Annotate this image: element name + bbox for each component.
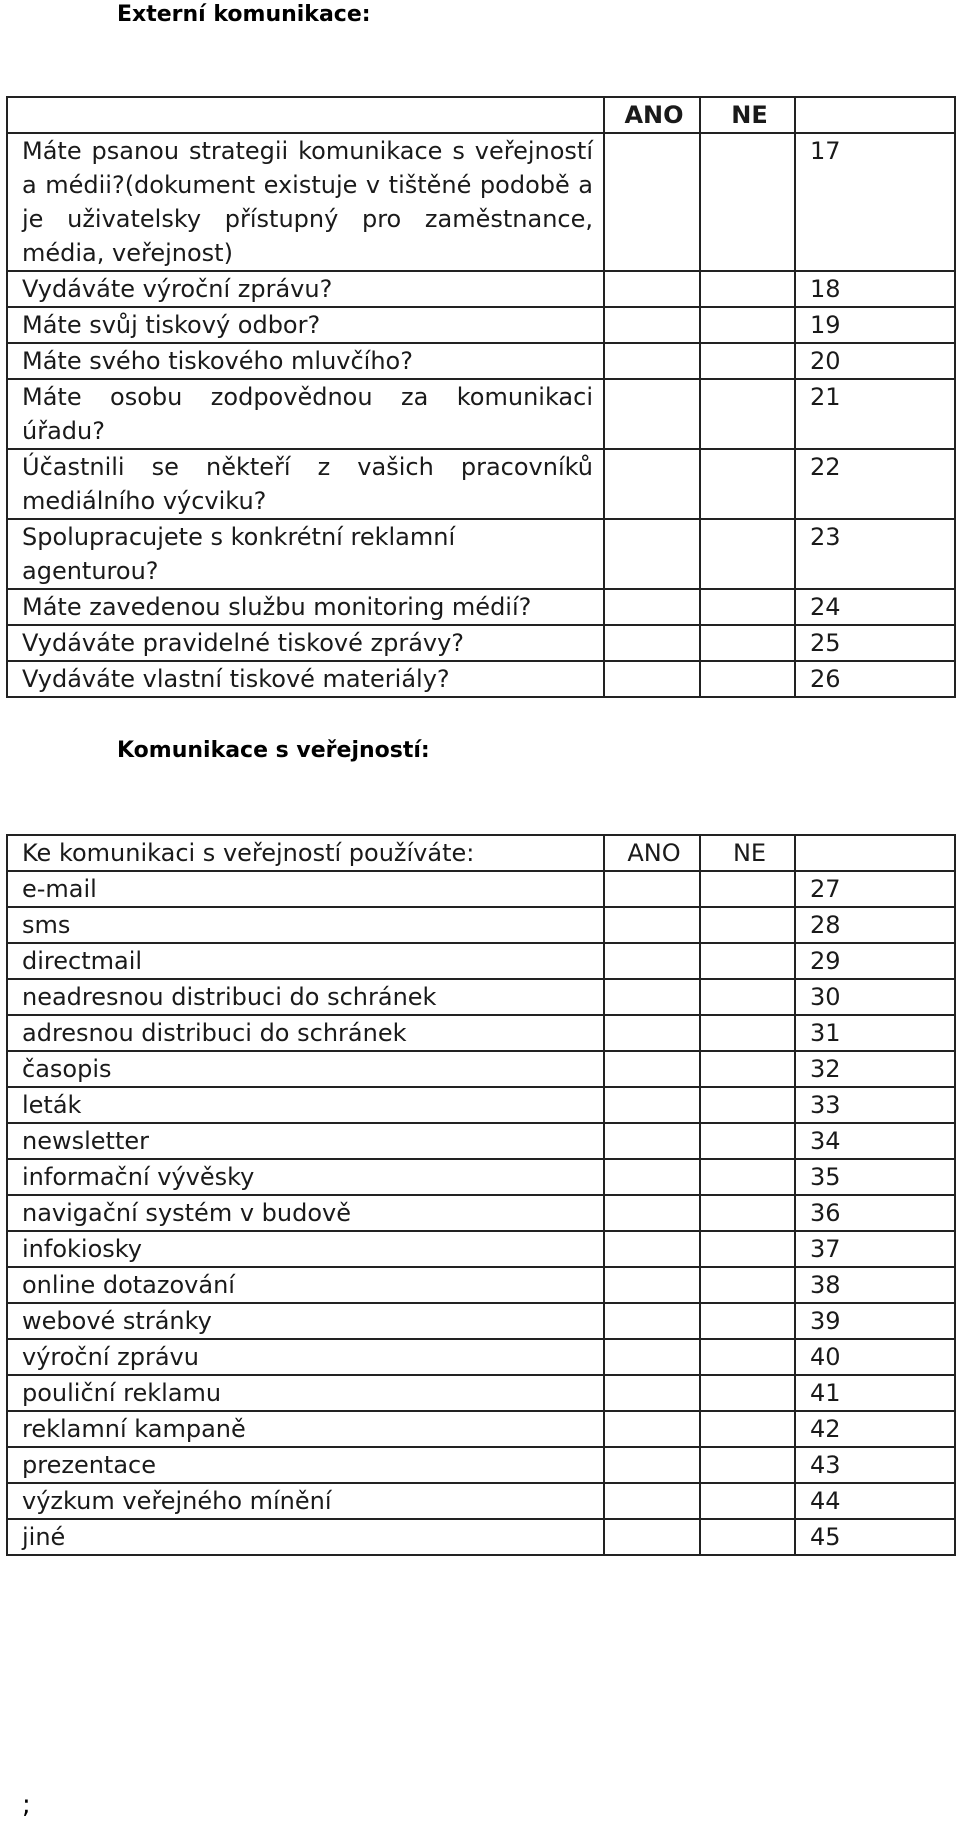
row-number: 22 (795, 449, 955, 519)
table-row (7, 1339, 955, 1375)
row-question: Máte osobu zodpovědnou za komunikaci úřadu? (7, 379, 604, 449)
answer-ano-cell[interactable] (604, 1015, 700, 1051)
row-question: pouliční reklamu (7, 1375, 604, 1411)
row-number: 20 (795, 343, 955, 379)
answer-ne-cell[interactable] (700, 1123, 795, 1159)
answer-ne-cell[interactable] (700, 1087, 795, 1123)
answer-ano-cell[interactable] (604, 271, 700, 307)
row-number: 32 (795, 1051, 955, 1087)
answer-ano-cell[interactable] (604, 979, 700, 1015)
header-ne: NE (700, 835, 795, 871)
table-row (7, 379, 955, 449)
row-number: 29 (795, 943, 955, 979)
row-question: Účastnili se někteří z vašich pracovníků mediálního výcviku? (7, 449, 604, 519)
answer-ano-cell[interactable] (604, 1411, 700, 1447)
answer-ne-cell[interactable] (700, 625, 795, 661)
row-number: 43 (795, 1447, 955, 1483)
row-question: Vydáváte pravidelné tiskové zprávy? (7, 625, 604, 661)
table-row (7, 1519, 955, 1555)
answer-ne-cell[interactable] (700, 1447, 795, 1483)
table-row (7, 943, 955, 979)
answer-ne-cell[interactable] (700, 943, 795, 979)
answer-ano-cell[interactable] (604, 1195, 700, 1231)
answer-ano-cell[interactable] (604, 1051, 700, 1087)
row-number: 21 (795, 379, 955, 449)
row-number: 28 (795, 907, 955, 943)
row-number: 18 (795, 271, 955, 307)
header-ano: ANO (604, 835, 700, 871)
answer-ne-cell[interactable] (700, 1015, 795, 1051)
row-question: Máte svůj tiskový odbor? (7, 307, 604, 343)
answer-ano-cell[interactable] (604, 1447, 700, 1483)
row-question: výzkum veřejného mínění (7, 1483, 604, 1519)
row-number: 34 (795, 1123, 955, 1159)
table-row (7, 271, 955, 307)
row-question: Spolupracujete s konkrétní reklamní agenturou? (7, 519, 604, 589)
answer-ne-cell[interactable] (700, 1303, 795, 1339)
row-number: 41 (795, 1375, 955, 1411)
row-question: adresnou distribuci do schránek (7, 1015, 604, 1051)
row-question: webové stránky (7, 1303, 604, 1339)
header-num-cell (795, 835, 955, 871)
answer-ano-cell[interactable] (604, 1303, 700, 1339)
row-number: 37 (795, 1231, 955, 1267)
row-question: Vydáváte výroční zprávu? (7, 271, 604, 307)
answer-ne-cell[interactable] (700, 307, 795, 343)
answer-ano-cell[interactable] (604, 449, 700, 519)
answer-ne-cell[interactable] (700, 661, 795, 697)
table-row (7, 1195, 955, 1231)
row-question: navigační systém v budově (7, 1195, 604, 1231)
answer-ano-cell[interactable] (604, 1375, 700, 1411)
answer-ano-cell[interactable] (604, 1339, 700, 1375)
row-number: 36 (795, 1195, 955, 1231)
external-communication-table (6, 96, 956, 698)
row-number: 26 (795, 661, 955, 697)
row-question: reklamní kampaně (7, 1411, 604, 1447)
row-number: 33 (795, 1087, 955, 1123)
table-row (7, 343, 955, 379)
table-row (7, 661, 955, 697)
answer-ano-cell[interactable] (604, 943, 700, 979)
table-header-row (7, 97, 955, 133)
row-question: directmail (7, 943, 604, 979)
answer-ne-cell[interactable] (700, 133, 795, 271)
section-heading-external: Externí komunikace: (117, 2, 371, 27)
row-number: 35 (795, 1159, 955, 1195)
row-number: 30 (795, 979, 955, 1015)
row-question: infokiosky (7, 1231, 604, 1267)
row-question: výroční zprávu (7, 1339, 604, 1375)
answer-ne-cell[interactable] (700, 979, 795, 1015)
answer-ne-cell[interactable] (700, 1411, 795, 1447)
answer-ne-cell[interactable] (700, 1519, 795, 1555)
answer-ne-cell[interactable] (700, 1339, 795, 1375)
row-number: 40 (795, 1339, 955, 1375)
table-row (7, 1447, 955, 1483)
answer-ne-cell[interactable] (700, 871, 795, 907)
row-number: 31 (795, 1015, 955, 1051)
row-question: e-mail (7, 871, 604, 907)
row-number: 25 (795, 625, 955, 661)
row-number: 39 (795, 1303, 955, 1339)
answer-ne-cell[interactable] (700, 589, 795, 625)
table-header-row (7, 835, 955, 871)
table-row (7, 1411, 955, 1447)
answer-ano-cell[interactable] (604, 1267, 700, 1303)
table-row (7, 1123, 955, 1159)
table-row (7, 519, 955, 589)
row-question: online dotazování (7, 1267, 604, 1303)
header-num-cell (795, 97, 955, 133)
row-question: Máte svého tiskového mluvčího? (7, 343, 604, 379)
answer-ano-cell[interactable] (604, 519, 700, 589)
row-question: leták (7, 1087, 604, 1123)
answer-ano-cell[interactable] (604, 1483, 700, 1519)
header-ne: NE (700, 97, 795, 133)
answer-ne-cell[interactable] (700, 1375, 795, 1411)
row-number: 42 (795, 1411, 955, 1447)
answer-ano-cell[interactable] (604, 343, 700, 379)
row-number: 45 (795, 1519, 955, 1555)
answer-ne-cell[interactable] (700, 1483, 795, 1519)
row-number: 38 (795, 1267, 955, 1303)
header-question: Ke komunikaci s veřejností používáte: (7, 835, 604, 871)
answer-ne-cell[interactable] (700, 271, 795, 307)
answer-ne-cell[interactable] (700, 907, 795, 943)
row-question: prezentace (7, 1447, 604, 1483)
row-number: 17 (795, 133, 955, 271)
answer-ano-cell[interactable] (604, 661, 700, 697)
answer-ano-cell[interactable] (604, 871, 700, 907)
answer-ne-cell[interactable] (700, 519, 795, 589)
answer-ano-cell[interactable] (604, 1123, 700, 1159)
answer-ne-cell[interactable] (700, 343, 795, 379)
table-row (7, 449, 955, 519)
table-row (7, 871, 955, 907)
answer-ne-cell[interactable] (700, 1051, 795, 1087)
header-empty-cell (7, 97, 604, 133)
header-ano: ANO (604, 97, 700, 133)
table-row (7, 1303, 955, 1339)
answer-ne-cell[interactable] (700, 449, 795, 519)
answer-ano-cell[interactable] (604, 1087, 700, 1123)
answer-ano-cell[interactable] (604, 589, 700, 625)
answer-ano-cell[interactable] (604, 379, 700, 449)
row-number: 44 (795, 1483, 955, 1519)
row-number: 24 (795, 589, 955, 625)
answer-ano-cell[interactable] (604, 1231, 700, 1267)
table-row (7, 979, 955, 1015)
answer-ano-cell[interactable] (604, 625, 700, 661)
public-communication-table (6, 834, 956, 1556)
section-heading-public: Komunikace s veřejností: (117, 738, 430, 763)
row-question: Máte psanou strategii komunikace s veřejností a médii?(dokument existuje v tištěné podobě a je uživatelsky přístupný pro zaměstnance, média, veřejnost) (7, 133, 604, 271)
table-row (7, 1087, 955, 1123)
table-row (7, 133, 955, 271)
footer-mark: ; (22, 1790, 31, 1820)
answer-ano-cell[interactable] (604, 1159, 700, 1195)
answer-ne-cell[interactable] (700, 1231, 795, 1267)
row-question: Máte zavedenou službu monitoring médií? (7, 589, 604, 625)
answer-ano-cell[interactable] (604, 907, 700, 943)
row-question: jiné (7, 1519, 604, 1555)
row-question: newsletter (7, 1123, 604, 1159)
row-question: časopis (7, 1051, 604, 1087)
table-row (7, 1015, 955, 1051)
table-row (7, 1231, 955, 1267)
table-row (7, 307, 955, 343)
row-question: Vydáváte vlastní tiskové materiály? (7, 661, 604, 697)
answer-ne-cell[interactable] (700, 379, 795, 449)
table-row (7, 625, 955, 661)
row-question: neadresnou distribuci do schránek (7, 979, 604, 1015)
answer-ne-cell[interactable] (700, 1195, 795, 1231)
answer-ne-cell[interactable] (700, 1267, 795, 1303)
table-row (7, 1483, 955, 1519)
row-number: 19 (795, 307, 955, 343)
row-number: 27 (795, 871, 955, 907)
table-row (7, 1051, 955, 1087)
answer-ano-cell[interactable] (604, 133, 700, 271)
row-question: sms (7, 907, 604, 943)
table-row (7, 907, 955, 943)
row-question: informační vývěsky (7, 1159, 604, 1195)
table-row (7, 1267, 955, 1303)
answer-ne-cell[interactable] (700, 1159, 795, 1195)
table-row (7, 589, 955, 625)
answer-ano-cell[interactable] (604, 307, 700, 343)
table-row (7, 1375, 955, 1411)
table-row (7, 1159, 955, 1195)
row-number: 23 (795, 519, 955, 589)
answer-ano-cell[interactable] (604, 1519, 700, 1555)
